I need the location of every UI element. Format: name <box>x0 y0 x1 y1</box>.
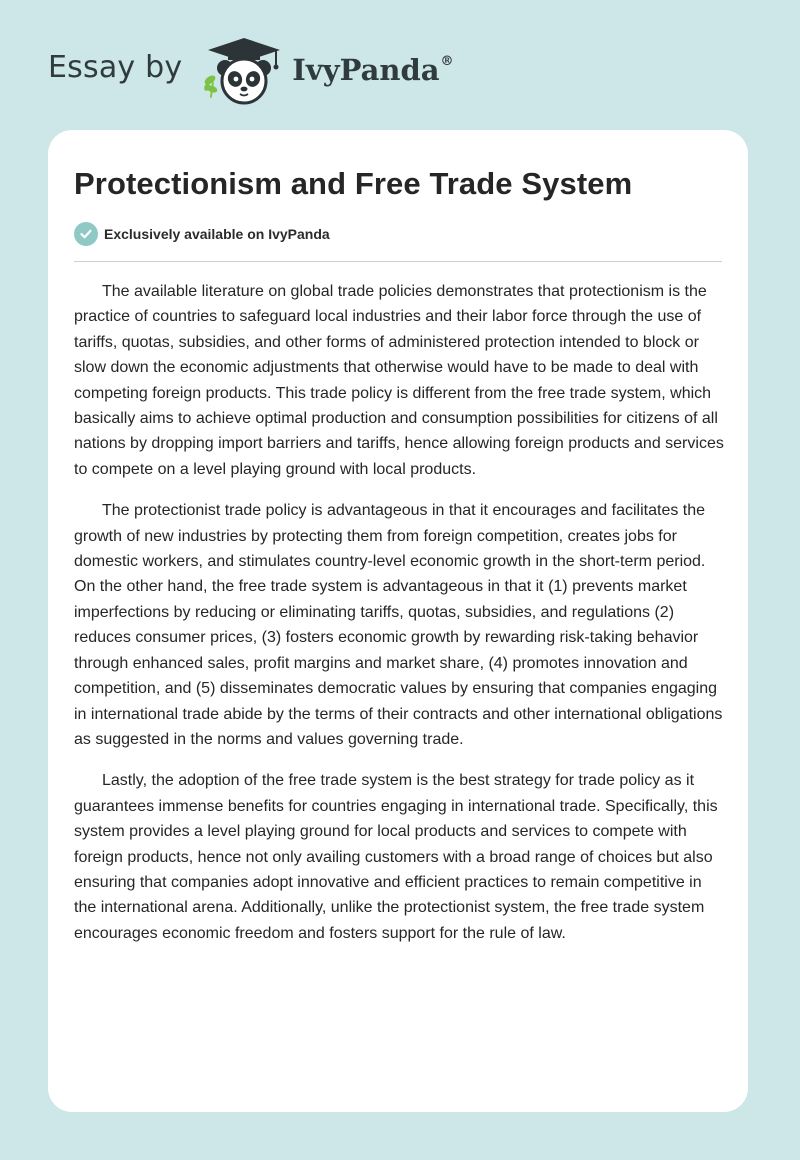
exclusive-badge <box>74 222 330 246</box>
essay-paragraph: The available literature on global trade policies demonstrates that protectionism is the practice of countries to safeguard local industries and their labor force through the use of tariffs, quotas, subsidies, and other forms of administered protection intended to block or slow down the economic adjustments that otherwise would have to be made to deal with competing foreign products. This trade policy is different from the free trade system, which basically aims to achieve optimal production and consumption possibilities for citizens of all nations by dropping import barriers and tariffs, hence allowing foreign products and services to compete on a level playing ground with local products. <box>74 283 724 478</box>
exclusive-badge-label: Exclusively available on IvyPanda <box>104 226 330 242</box>
essay-paragraph: The protectionist trade policy is advantageous in that it encourages and facilitates the growth of new industries by protecting them from foreign competition, creates jobs for domestic workers, and stimulates country-level economic growth in the short-term period. On the other hand, the free trade system is advantageous in that it (1) prevents market imperfections by reducing or eliminating tariffs, quotas, subsidies, and regulations (2) reduces consumer prices, (3) fosters economic growth by rewarding risk-taking behavior through enhanced sales, profit margins and market share, (4) promotes innovation and competition, and (5) disseminates democratic values by ensuring that companies engaging in international trade abide by the terms of their contracts and other international obligations as suggested in the norms and values governing trade. <box>74 502 723 748</box>
essay-paragraph: Lastly, the adoption of the free trade system is the best strategy for trade policy as it guarantees immense benefits for countries engaging in international trade. Specifically, this system provides a level playing ground for local products and services to compete with foreign products, hence not only availing customers with a broad range of choices but also ensuring that companies adopt innovative and efficient practices to remain competitive in the international arena. Additionally, unlike the protectionist system, the free trade system encourages economic freedom and fosters support for the rule of law. <box>74 772 718 942</box>
essay-card <box>48 130 748 1112</box>
page-title: Protectionism and Free Trade System <box>74 166 633 201</box>
panda-graduation-cap-icon[interactable] <box>200 34 286 110</box>
essay-body <box>74 279 724 962</box>
brand-name[interactable] <box>292 53 453 87</box>
site-header <box>48 34 454 110</box>
check-circle-icon <box>74 222 98 246</box>
brand-label: IvyPanda <box>292 53 440 87</box>
essay-by-label: Essay by <box>48 49 183 85</box>
title-divider <box>74 261 722 262</box>
trademark-mark: ® <box>440 54 454 70</box>
